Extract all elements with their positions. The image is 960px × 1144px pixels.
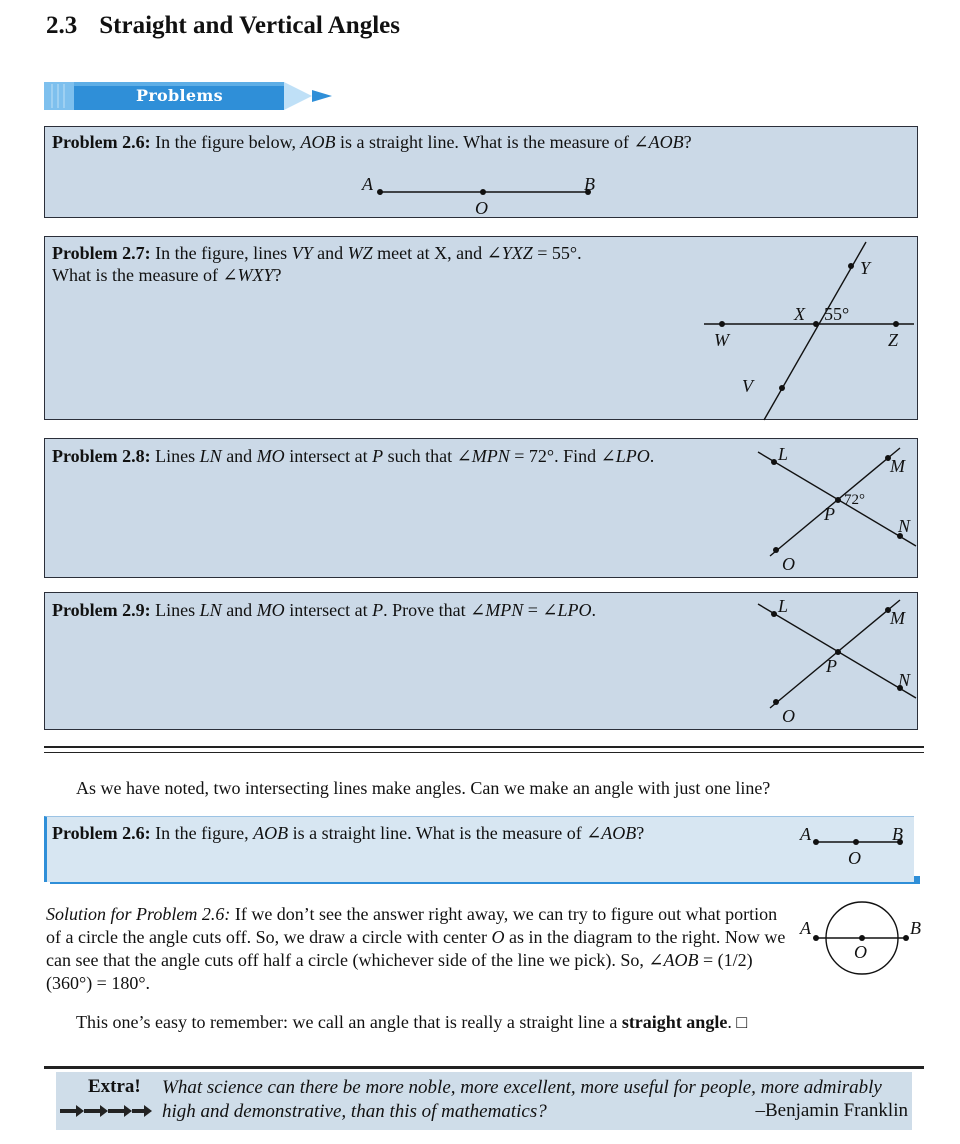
point-v — [779, 385, 785, 391]
extra-label: Extra! — [88, 1076, 141, 1097]
label-o: O — [854, 942, 867, 962]
label-l: L — [778, 596, 789, 616]
problem-statement: In the figure, AOB is a straight line. What is the measure of ∠AOB? — [155, 823, 645, 843]
label-a: A — [362, 174, 373, 194]
label-a: A — [800, 824, 811, 844]
label-o: O — [475, 198, 488, 218]
point-a — [813, 935, 819, 941]
section-name: Straight and Vertical Angles — [99, 12, 400, 39]
label-n: N — [898, 516, 911, 536]
point-p — [835, 649, 841, 655]
point-x — [813, 321, 819, 327]
point-a — [813, 839, 819, 845]
extra-divider — [44, 1066, 924, 1069]
arrows-icon — [60, 1104, 156, 1118]
intersecting-lines-figure-2 — [740, 592, 920, 730]
intro-paragraph: As we have noted, two intersecting lines make angles. Can we make an angle with just one line? — [76, 778, 771, 798]
point-b — [903, 935, 909, 941]
problem-2-7-text — [52, 242, 582, 286]
circle-straight-angle-figure — [796, 898, 928, 978]
problem-label: Problem 2.8: — [52, 446, 151, 466]
line-mo — [770, 600, 900, 708]
point-o — [773, 547, 779, 553]
straight-angle-paragraph: This one’s easy to remember: we call an angle that is really a straight line a straight angle. □ — [76, 1012, 748, 1032]
label-n: N — [898, 670, 911, 690]
problem-statement: Lines LN and MO intersect at P. Prove that ∠MPN = ∠LPO. — [155, 600, 596, 620]
vertical-line-figure — [700, 236, 920, 420]
straight-line-figure — [350, 170, 620, 216]
solution-problem-text — [52, 822, 644, 844]
problem-statement: In the figure below, AOB is a straight line. What is the measure of ∠AOB? — [155, 132, 692, 152]
point-o — [480, 189, 486, 195]
point-w — [719, 321, 725, 327]
extra-author: –Benjamin Franklin — [755, 1100, 908, 1121]
label-m: M — [890, 608, 905, 628]
angle-72-label: 72° — [844, 492, 865, 508]
label-z: Z — [888, 330, 899, 350]
point-l — [771, 459, 777, 465]
label-b: B — [892, 824, 903, 844]
problem-statement: In the figure, lines VY and WZ meet at X, and ∠YXZ = 55°. What is the measure of ∠WXY? — [52, 243, 582, 285]
label-p: P — [824, 504, 835, 524]
problem-statement: Lines LN and MO intersect at P such that ∠MPN = 72°. Find ∠LPO. — [155, 446, 655, 466]
label-b: B — [584, 174, 595, 194]
point-o — [853, 839, 859, 845]
problem-2-8-text — [52, 445, 654, 467]
solution-paragraph: Solution for Problem 2.6: If we don’t see the answer right away, we can try to figure out what portion of a circle the angle cuts off. So, we draw a circle with center O as in the diagram to the right. Now we can see that the angle cuts off half a circle (whichever side of the line we pick). So, ∠AOB = (1/2)(360°) = 180°. — [46, 904, 786, 993]
label-o: O — [782, 706, 795, 726]
label-x: X — [794, 304, 805, 324]
label-o: O — [782, 554, 795, 574]
problem-label: Problem 2.9: — [52, 600, 151, 620]
label-v: V — [742, 376, 753, 396]
label-l: L — [778, 444, 789, 464]
section-number: 2.3 — [46, 12, 78, 39]
problem-label: Problem 2.6: — [52, 132, 151, 152]
label-a: A — [800, 918, 811, 938]
point-a — [377, 189, 383, 195]
line-mo — [770, 448, 900, 556]
angle-55-label: 55° — [824, 304, 850, 324]
problem-2-9-text — [52, 599, 596, 621]
section-title — [46, 12, 400, 40]
straight-line-figure-small — [796, 820, 912, 866]
section-divider-thin — [44, 752, 924, 753]
extra-quote: What science can there be more noble, more excellent, more useful for people, more admirably high and demonstrative, than this of mathematics? — [162, 1077, 882, 1122]
point-p — [835, 497, 841, 503]
label-w: W — [714, 330, 729, 350]
label-o: O — [848, 848, 861, 868]
problems-banner-label: Problems — [136, 86, 223, 105]
problem-label: Problem 2.6: — [52, 823, 151, 843]
intersecting-lines-figure-1 — [740, 438, 920, 578]
label-b: B — [910, 918, 921, 938]
point-z — [893, 321, 899, 327]
section-divider — [44, 746, 924, 748]
label-y: Y — [860, 258, 871, 278]
problem-label: Problem 2.7: — [52, 243, 151, 263]
point-y — [848, 263, 854, 269]
point-o — [773, 699, 779, 705]
label-m: M — [890, 456, 905, 476]
point-o — [859, 935, 865, 941]
point-l — [771, 611, 777, 617]
problem-2-6-text — [52, 131, 692, 153]
label-p: P — [826, 656, 837, 676]
